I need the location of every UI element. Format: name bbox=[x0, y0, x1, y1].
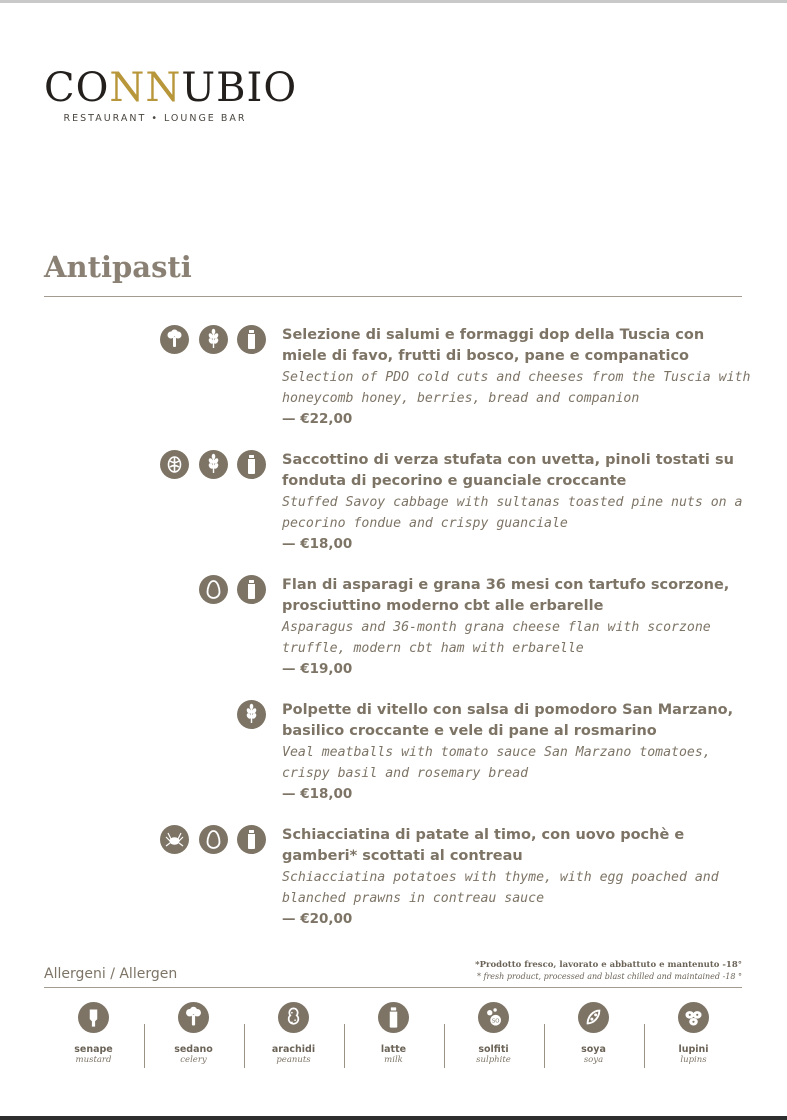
item-english: Asparagus and 36-month grana cheese flan with scorzone truffle, modern cbt ham with erbarelle bbox=[282, 620, 711, 656]
title-divider bbox=[44, 296, 742, 297]
peanuts-icon bbox=[278, 1002, 309, 1033]
legend-label-it: senape bbox=[74, 1044, 113, 1055]
item-price: — €20,00 bbox=[282, 911, 353, 927]
allergen-icons bbox=[160, 575, 272, 607]
milk-icon bbox=[237, 450, 266, 479]
legend-label-it: lupini bbox=[678, 1044, 709, 1055]
footnote-english: * fresh product, processed and blast chilled and maintained -18 ° bbox=[476, 972, 742, 981]
top-border bbox=[0, 0, 787, 3]
crustaceans-icon bbox=[160, 825, 189, 854]
legend-item-soya bbox=[544, 1000, 643, 1072]
footnote-italian: *Prodotto fresco, lavorato e abbattuto e mantenuto -18° bbox=[475, 960, 742, 970]
nuts-icon bbox=[160, 450, 189, 479]
item-title: Selezione di salumi e formaggi dop della Tuscia con miele di favo, frutti di bosco, pane e companatico bbox=[282, 327, 705, 364]
milk-icon bbox=[237, 325, 266, 354]
gluten-icon bbox=[237, 700, 266, 729]
legend-label-it: soya bbox=[581, 1044, 606, 1055]
allergen-footnote bbox=[475, 960, 742, 982]
item-price: — €19,00 bbox=[282, 661, 353, 677]
item-price: — €18,00 bbox=[282, 786, 353, 802]
legend-label-en: celery bbox=[180, 1055, 207, 1065]
allergen-icons bbox=[160, 700, 272, 732]
milk-icon bbox=[237, 825, 266, 854]
legend-label-en: peanuts bbox=[276, 1055, 311, 1065]
gluten-icon bbox=[199, 325, 228, 354]
legend-label-en: mustard bbox=[75, 1055, 112, 1065]
item-price: — €18,00 bbox=[282, 536, 353, 552]
legend-label-en: sulphite bbox=[476, 1055, 511, 1065]
item-title: Polpette di vitello con salsa di pomodoro San Marzano, basilico croccante e vele di pane al rosmarino bbox=[282, 702, 734, 739]
egg-icon bbox=[199, 575, 228, 604]
section-title: Antipasti bbox=[44, 250, 192, 284]
item-price: — €22,00 bbox=[282, 411, 353, 427]
logo-wordmark: CONNUBIO bbox=[44, 65, 298, 111]
legend-item-mustard bbox=[44, 1000, 143, 1072]
restaurant-logo bbox=[44, 65, 298, 124]
legend-label-en: milk bbox=[384, 1055, 403, 1065]
allergen-icons bbox=[160, 450, 272, 482]
legend-label-en: lupins bbox=[680, 1055, 707, 1065]
legend-item-celery bbox=[144, 1000, 243, 1072]
celery-icon bbox=[178, 1002, 209, 1033]
item-title: Schiacciatina di patate al timo, con uovo pochè e gamberi* scottati al contreau bbox=[282, 827, 685, 864]
item-title: Flan di asparagi e grana 36 mesi con tartufo scorzone, prosciuttino moderno cbt alle erbarelle bbox=[282, 577, 730, 614]
item-english: Stuffed Savoy cabbage with sultanas toasted pine nuts on a pecorino fondue and crispy guanciale bbox=[282, 495, 743, 531]
legend-label-it: sedano bbox=[174, 1044, 213, 1055]
legend-item-peanuts bbox=[244, 1000, 343, 1072]
allergen-heading: Allergeni / Allergen bbox=[44, 966, 178, 982]
allergen-icons bbox=[160, 825, 272, 857]
legend-item-sulphite bbox=[444, 1000, 543, 1072]
logo-subtitle: RESTAURANT • LOUNGE BAR bbox=[63, 113, 247, 124]
mustard-icon bbox=[78, 1002, 109, 1033]
item-title: Saccottino di verza stufata con uvetta, pinoli tostati su fonduta di pecorino e guanciale croccante bbox=[282, 452, 734, 489]
legend-item-lupins bbox=[644, 1000, 743, 1072]
lupins-icon bbox=[678, 1002, 709, 1033]
legend-label-en: soya bbox=[583, 1055, 604, 1065]
sulphite-icon bbox=[478, 1002, 509, 1033]
legend-item-milk bbox=[344, 1000, 443, 1072]
item-english: Schiacciatina potatoes with thyme, with egg poached and blanched prawns in contreau sauce bbox=[282, 870, 719, 906]
allergen-icons bbox=[160, 325, 272, 357]
egg-icon bbox=[199, 825, 228, 854]
soya-icon bbox=[578, 1002, 609, 1033]
bottom-border bbox=[0, 1116, 787, 1120]
milk-icon bbox=[237, 575, 266, 604]
allergen-divider bbox=[44, 987, 742, 988]
allergen-legend bbox=[44, 1000, 742, 1075]
celery-icon bbox=[160, 325, 189, 354]
milk-icon bbox=[378, 1002, 409, 1033]
legend-label-it: arachidi bbox=[271, 1044, 316, 1055]
item-english: Selection of PDO cold cuts and cheeses from the Tuscia with honeycomb honey, berries, bread and companion bbox=[282, 370, 751, 406]
legend-label-it: solfiti bbox=[478, 1044, 509, 1055]
gluten-icon bbox=[199, 450, 228, 479]
item-english: Veal meatballs with tomato sauce San Marzano tomatoes, crispy basil and rosemary bread bbox=[282, 745, 711, 781]
svg-text:SO: SO bbox=[491, 1018, 500, 1025]
legend-label-it: latte bbox=[380, 1044, 407, 1055]
